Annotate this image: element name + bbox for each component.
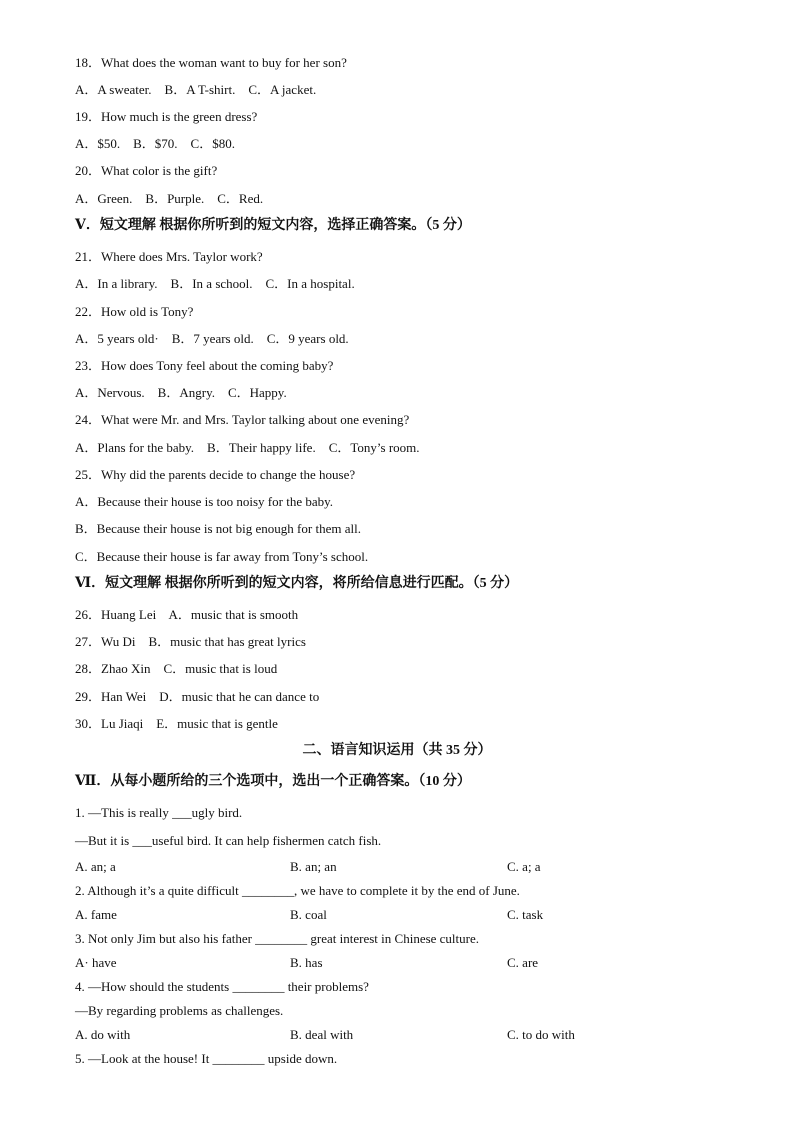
question-18: 18．What does the woman want to buy for her son? (75, 55, 347, 70)
part-2-heading: 二、语言知识运用（共 35 分） (302, 743, 492, 758)
options-23: A．Nervous. B．Angry. C．Happy. (75, 385, 287, 400)
options-20: A．Green. B．Purple. C．Red. (75, 191, 264, 206)
section-7-heading: Ⅶ．从每小题所给的三个选项中，选出一个正确答案。（10 分） (75, 774, 471, 789)
question-22: 22．How old is Tony? (75, 304, 194, 319)
question-5: 5. —Look at the house! It ________ upside down. (75, 1051, 338, 1066)
option-3-c: C. are (507, 955, 539, 970)
option-25-c: C．Because their house is far away from Tony’s school. (75, 549, 369, 564)
question-2: 2. Although it’s a quite difficult ________, we have to complete it by the end of June. (75, 883, 520, 898)
options-18: A．A sweater. B．A T-shirt. C．A jacket. (75, 82, 317, 97)
options-19: A．$50. B．$70. C．$80. (75, 136, 235, 151)
option-2-a: A. fame (75, 907, 117, 922)
option-1-a: A. an; a (75, 859, 116, 874)
question-20: 20．What color is the gift? (75, 163, 218, 178)
match-26: 26．Huang Lei A．music that is smooth (75, 607, 299, 622)
option-1-b: B. an; an (290, 859, 337, 874)
question-1-reply: —But it is ___useful bird. It can help fishermen catch fish. (75, 833, 382, 848)
option-4-b: B. deal with (290, 1027, 354, 1042)
question-4: 4. —How should the students ________ their problems? (75, 979, 369, 994)
options-21: A．In a library. B．In a school. C．In a hospital. (75, 276, 355, 291)
match-28: 28．Zhao Xin C．music that is loud (75, 661, 278, 676)
question-3: 3. Not only Jim but also his father ________ great interest in Chinese culture. (75, 931, 480, 946)
options-22: A．5 years old· B．7 years old. C．9 years old. (75, 331, 349, 346)
option-4-a: A. do with (75, 1027, 131, 1042)
section-5-heading: Ⅴ．短文理解 根据你所听到的短文内容，选择正确答案。（5 分） (75, 218, 471, 233)
match-27: 27．Wu Di B．music that has great lyrics (75, 634, 306, 649)
options-24: A．Plans for the baby. B．Their happy life. C．Tony’s room. (75, 440, 420, 455)
question-21: 21．Where does Mrs. Taylor work? (75, 249, 263, 264)
option-3-a: A· have (75, 955, 117, 970)
option-3-b: B. has (290, 955, 323, 970)
question-24: 24．What were Mr. and Mrs. Taylor talking about one evening? (75, 412, 410, 427)
section-6-heading: Ⅵ．短文理解 根据你所听到的短文内容，将所给信息进行匹配。（5 分） (75, 576, 519, 591)
question-19: 19．How much is the green dress? (75, 109, 258, 124)
option-25-b: B．Because their house is not big enough for them all. (75, 521, 361, 536)
option-4-c: C. to do with (507, 1027, 575, 1042)
match-29: 29．Han Wei D．music that he can dance to (75, 689, 320, 704)
match-30: 30．Lu Jiaqi E．music that is gentle (75, 716, 278, 731)
question-1: 1. —This is really ___ugly bird. (75, 805, 243, 820)
option-1-c: C. a; a (507, 859, 541, 874)
option-2-c: C. task (507, 907, 544, 922)
option-25-a: A．Because their house is too noisy for the baby. (75, 494, 334, 509)
option-2-b: B. coal (290, 907, 327, 922)
question-23: 23．How does Tony feel about the coming baby? (75, 358, 334, 373)
question-4-reply: —By regarding problems as challenges. (75, 1003, 284, 1018)
question-25: 25．Why did the parents decide to change the house? (75, 467, 356, 482)
